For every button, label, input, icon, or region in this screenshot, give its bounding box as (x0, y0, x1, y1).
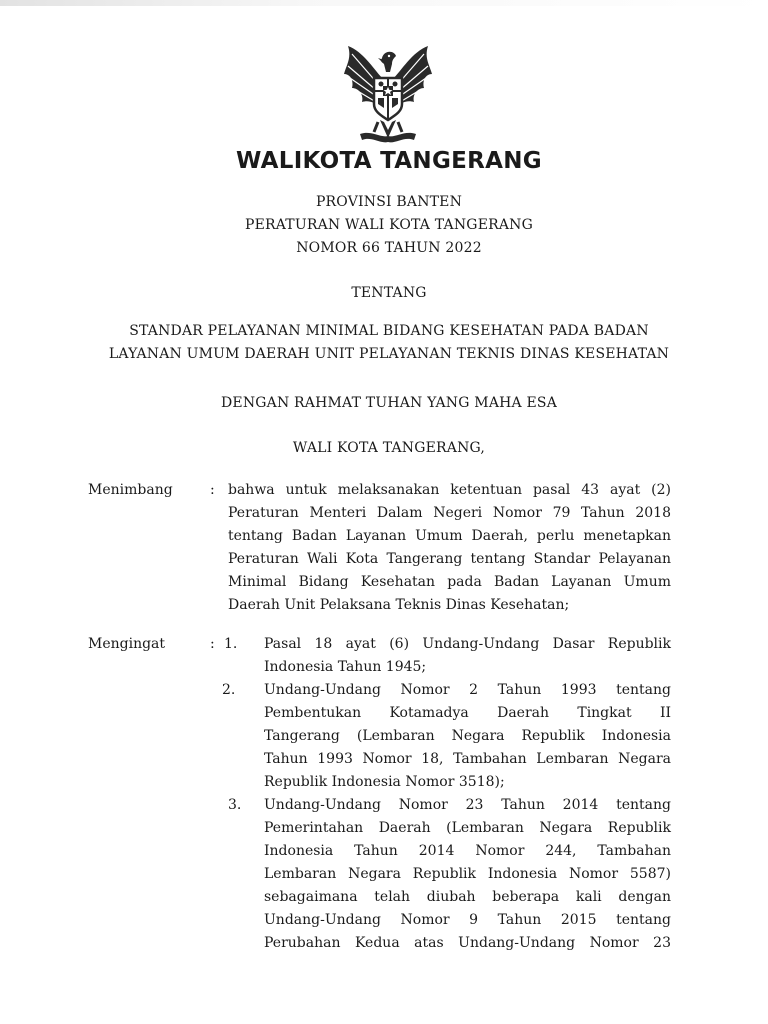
regulation-line: PERATURAN WALI KOTA TANGERANG (244, 217, 533, 233)
document-heading: WALIKOTA TANGERANG (236, 148, 542, 174)
garuda-emblem-icon (334, 40, 442, 148)
about-label: TENTANG (351, 285, 427, 301)
item-number: 3. (228, 797, 242, 813)
menimbang-line: bahwa untuk melaksanakan ketentuan pasal 43 ayat (2) (228, 482, 671, 498)
item-line: Republik Indonesia Nomor 3518); (264, 774, 505, 790)
menimbang-colon: : (210, 482, 215, 498)
item-number: 1. (224, 636, 238, 652)
item-line: Tangerang (Lembaran Negara Republik Indonesia (264, 728, 671, 744)
blessing-line: DENGAN RAHMAT TUHAN YANG MAHA ESA (220, 395, 558, 411)
item-line: Tahun 1993 Nomor 18, Tambahan Lembaran Negara (264, 751, 671, 767)
item-line: Undang-Undang Nomor 2 Tahun 1993 tentang (264, 682, 671, 698)
menimbang-line: Peraturan Wali Kota Tangerang tentang Standar Pelayanan (228, 551, 671, 567)
item-line: Pasal 18 ayat (6) Undang-Undang Dasar Republik (264, 636, 671, 652)
item-number: 2. (222, 682, 236, 698)
subject-line-1: STANDAR PELAYANAN MINIMAL BIDANG KESEHATAN PADA BADAN (129, 323, 649, 339)
item-line: Undang-Undang Nomor 23 Tahun 2014 tentang (264, 797, 671, 813)
province-line: PROVINSI BANTEN (315, 194, 463, 210)
authority-line: WALI KOTA TANGERANG, (292, 440, 486, 456)
item-line: Lembaran Negara Republik Indonesia Nomor 5587) (264, 866, 671, 882)
menimbang-line: tentang Badan Layanan Umum Daerah, perlu menetapkan (228, 528, 671, 544)
scan-edge-shadow (0, 0, 768, 6)
regulation-number: NOMOR 66 TAHUN 2022 (296, 240, 482, 256)
menimbang-line: Daerah Unit Pelaksana Teknis Dinas Kesehatan; (228, 597, 570, 613)
menimbang-line: Minimal Bidang Kesehatan pada Badan Layanan Umum (228, 574, 671, 590)
item-line: Perubahan Kedua atas Undang-Undang Nomor 23 (264, 935, 671, 951)
menimbang-label: Menimbang (88, 482, 173, 498)
item-line: Pembentukan Kotamadya Daerah Tingkat II (264, 705, 671, 721)
mengingat-colon: : (210, 636, 215, 652)
item-line: Indonesia Tahun 2014 Nomor 244, Tambahan (264, 843, 671, 859)
item-line: Indonesia Tahun 1945; (264, 659, 427, 675)
mengingat-label: Mengingat (88, 636, 166, 652)
item-line: Undang-Undang Nomor 9 Tahun 2015 tentang (264, 912, 671, 928)
subject-line-2: LAYANAN UMUM DAERAH UNIT PELAYANAN TEKNIS DINAS KESEHATAN (108, 346, 670, 362)
item-line: Pemerintahan Daerah (Lembaran Negara Republik (264, 820, 671, 836)
menimbang-line: Peraturan Menteri Dalam Negeri Nomor 79 Tahun 2018 (228, 505, 671, 521)
item-line: sebagaimana telah diubah beberapa kali dengan (264, 889, 671, 905)
